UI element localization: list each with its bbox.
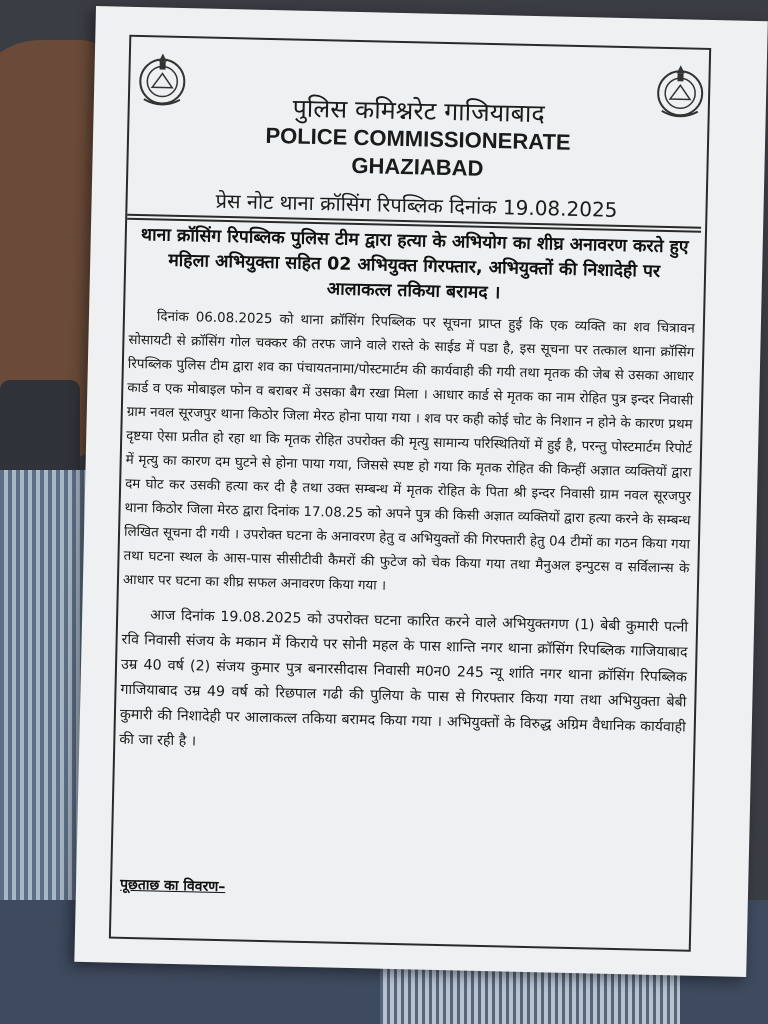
press-note-paper [74,6,768,977]
title-english [202,120,633,186]
interrogation-subheading: पूछताछ का विवरण– [119,876,226,896]
police-emblem-icon [136,49,189,110]
press-note-line: प्रेस नोट थाना क्रॉसिंग रिपब्लिक दिनांक 19.08.2025 [215,188,618,222]
paragraph-2: आज दिनांक 19.08.2025 को उपरोक्त घटना कारित करने वाले अभियुक्तगण (1) बेबी कुमारी पत्नी रवि निवासी संजय के मकान में किराये पर सोनी महल के पास शान्ति नगर थाना क्रॉसिंग रिपब्लिक गाजियाबाद उम्र 40 वर्ष (2) संजय कुमार पुत्र बनारसीदास निवासी म0न0 245 न्यू शांति नगर थाना क्रॉसिंग रिपब्लिक गाजियाबाद उम्र 49 वर्ष को रिछपाल गढी की पुलिया के पास से गिरफ्तार किया गया तथा अभियुक्ता बेबी कुमारी की निशादेही पर आलाकत्ल तकिया बरामद किया गया । अभियुक्तों के विरुद्ध अग्रिम वैधानिक कार्यवाही की जा रही है । [119,607,689,750]
police-emblem-icon [654,61,707,122]
paragraph-1: दिनांक 06.08.2025 को थाना क्रॉसिंग रिपब्लिक पर सूचना प्राप्त हुई कि एक व्यक्ति का शव चित्रावन सोसायटी से क्रॉसिंग गोल चक्कर की तरफ जाने वाले रास्ते के साईड में पडा है, इस सूचना पर तत्काल थाना क्रॉसिंग रिपब्लिक पुलिस टीम द्वारा शव का पंचायतनामा/पोस्टमार्टम की कार्यवाही की गयी तथा मृतक की जेब से उसका आधार कार्ड व एक मोबाइल फोन व बराबर में उसका बैग रखा मिला । आधार कार्ड से मृतक का नाम रोहित पुत्र इन्दर निवासी ग्राम नवल सूरजपुर थाना किठोर जिला मेरठ होना पाया गया । शव पर कही कोई चोट के निशान न होने के कारण प्रथम दृष्टया ऐसा प्रतीत हो रहा था कि मृतक रोहित उपरोक्त की मृत्यु सामान्य परिस्थितियों में हुई है, परन्तु पोस्टमार्टम रिपोर्ट में मृत्यु का कारण दम घुटने से होना पाया गया, जिससे स्पष्ट हो गया कि मृतक रोहित की किन्हीं अज्ञात व्यक्तियों द्वारा दम घोट कर उसकी हत्या कर दी है तथा उक्त सम्बन्ध में मृतक रोहित के पिता श्री इन्दर निवासी ग्राम नवल सूरजपुर थाना किठोर जिला मेरठ द्वारा दिनांक 17.08.25 को अपने पुत्र की किसी अज्ञात व्यक्तियों द्वारा हत्या करने के सम्बन्ध लिखित सूचना दी गयी । उपरोक्त घटना के अनावरण हेतु व अभियुक्तों की गिरफ्तारी हेतु 04 टीमों का गठन किया गया तथा घटना स्थल के आस-पास सीसीटीवी कैमरों की फुटेज को चेक किया गया तथा मैनुअल इन्पुटस व सर्विलान्स के आधार पर घटना का शीघ्र सफल अनावरण किया गया । [122,309,695,594]
headline: थाना क्रॉसिंग रिपब्लिक पुलिस टीम द्वारा हत्या के अभियोग का शीघ्र अनावरण करते हुए महिला अभियुक्ता सहित 02 अभियुक्त गिरफ्तार, अभियुक्तों की निशादेही पर आलाकत्ल तकिया बरामद । [140,225,689,304]
title-english-line1: POLICE COMMISSIONERATE [265,122,571,155]
title-english-line2: GHAZIABAD [351,152,484,181]
title-hindi: पुलिस कमिश्नरेट गाजियाबाद [292,93,546,129]
body-text [119,305,695,766]
